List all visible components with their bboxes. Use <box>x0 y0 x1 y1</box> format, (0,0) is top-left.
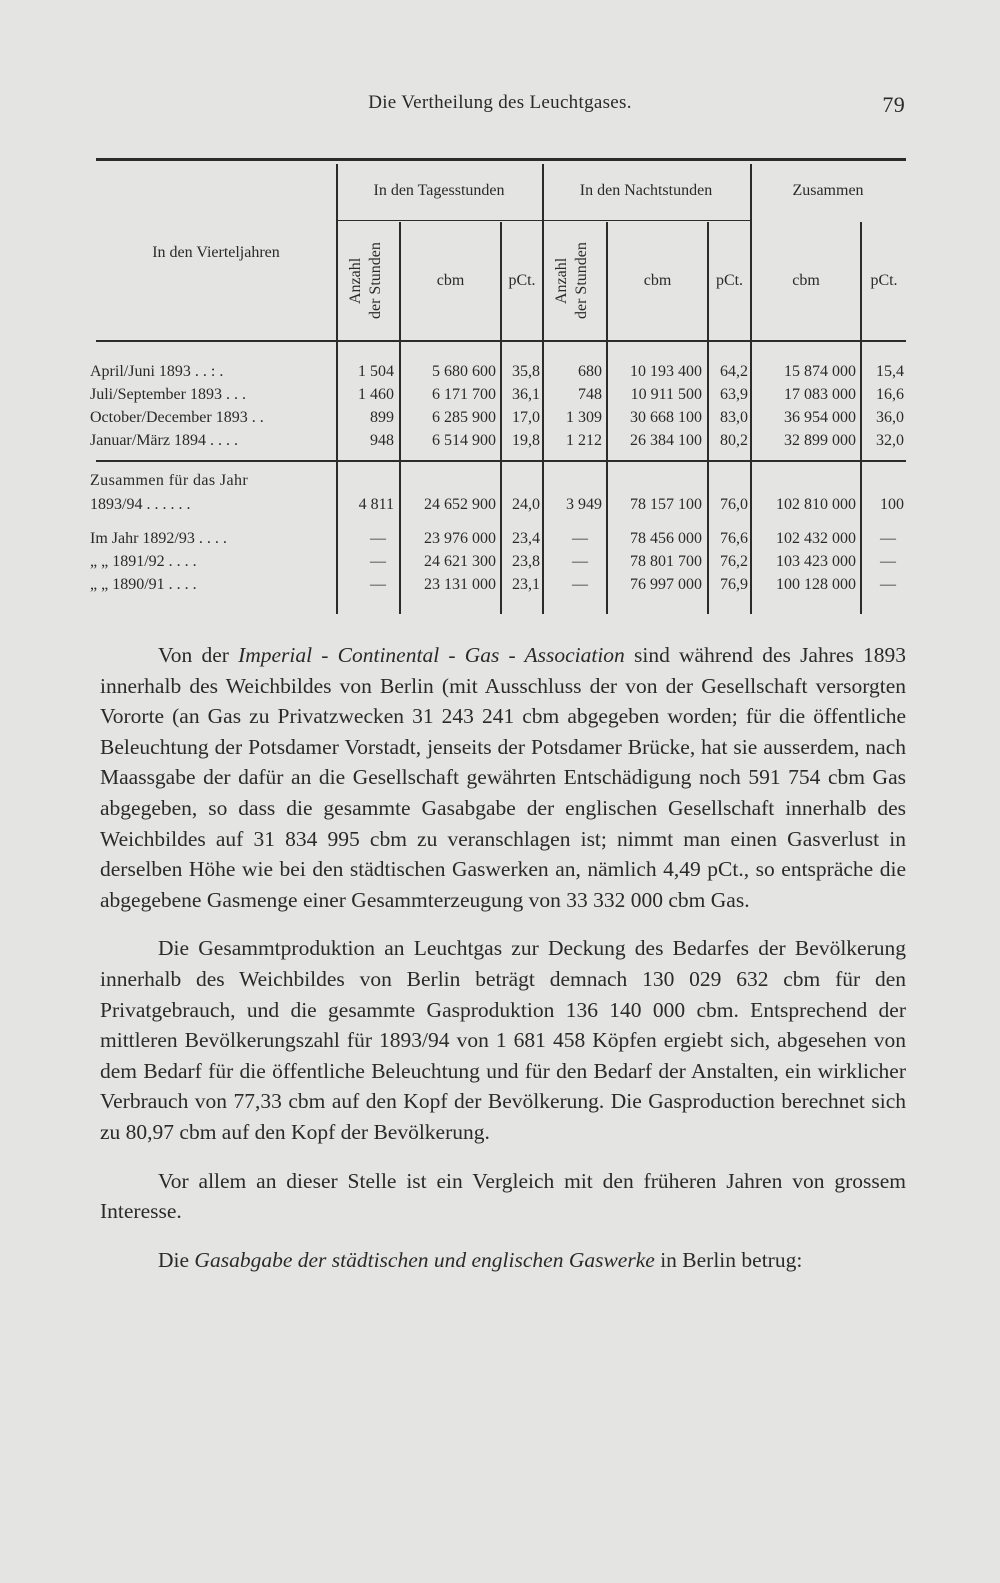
row-label: Juli/September 1893 . . . <box>90 386 246 403</box>
cell-cbm-night: 78 801 700 <box>630 553 702 570</box>
row-label: Januar/März 1894 . . . . <box>90 432 238 449</box>
cell-pct-total: — <box>880 530 896 547</box>
cbm-header: cbm <box>436 272 465 289</box>
cell-cbm-day: 5 680 600 <box>432 363 496 380</box>
cell-cbm-day: 23 976 000 <box>424 530 496 547</box>
cell-cbm-night: 10 193 400 <box>630 363 702 380</box>
cell-pct-day: 23,8 <box>512 553 540 570</box>
cell-pct-night: 64,2 <box>720 363 748 380</box>
cell-pct-day: 19,8 <box>512 432 540 449</box>
cell-hours-day: 899 <box>370 409 394 426</box>
cell-cbm-night: 76 997 000 <box>630 576 702 593</box>
pct-header: pCt. <box>870 272 898 289</box>
row-header: In den Vierteljahren <box>152 244 280 261</box>
group-underline <box>336 220 752 221</box>
cell-hours-day: 4 811 <box>358 496 394 513</box>
anzahl-header: Anzahl der Stunden <box>347 242 384 320</box>
cell-cbm-total: 17 083 000 <box>784 386 856 403</box>
paragraph: Die Gesammtproduktion an Leuchtgas zur Deckung des Bedarfes der Bevölkerung innerhalb des Weichbildes von Berlin beträgt demnach 130 029 632 cbm für den Privatgebrauch, und die gesammte Gasproduktion 136 140 000 cbm. Entsprechend der mittleren Bevölkerungszahl für 1893/94 von 1 681 458 Köpfen ergiebt sich, abgesehen von dem Bedarf für die öffentliche Beleuchtung und für den Bedarf der Anstalten, ein wirklicher Verbrauch von 77,33 cbm auf den Kopf der Bevölkerung. Die Gasproduction berechnet sich zu 80,97 cbm auf den Kopf der Bevölkerung. <box>100 936 906 1144</box>
emphasis: Imperial - Continental - Gas - Association <box>238 643 625 667</box>
cell-hours-night: 1 309 <box>566 409 602 426</box>
cell-pct-day: 36,1 <box>512 386 540 403</box>
group-header-day: In den Tagesstunden <box>373 182 505 199</box>
cell-cbm-total: 15 874 000 <box>784 363 856 380</box>
cell-cbm-day: 23 131 000 <box>424 576 496 593</box>
cell-cbm-day: 6 171 700 <box>432 386 496 403</box>
cbm-header: cbm <box>792 272 820 289</box>
table-row <box>90 576 908 598</box>
pct-header: pCt. <box>508 272 536 289</box>
table-total-row <box>90 472 908 518</box>
cell-pct-night: 76,6 <box>720 530 748 547</box>
cell-hours-night: 1 212 <box>566 432 602 449</box>
cell-cbm-total: 36 954 000 <box>784 409 856 426</box>
cell-pct-day: 24,0 <box>512 496 540 513</box>
cell-hours-day: — <box>370 553 386 570</box>
body-text <box>100 640 906 1293</box>
cell-cbm-total: 102 432 000 <box>776 530 856 547</box>
total-label-line1: Zusammen für das Jahr <box>90 472 249 489</box>
emphasis: Gasabgabe der städtischen und englischen Gaswerke <box>194 1247 655 1272</box>
cell-pct-night: 80,2 <box>720 432 748 449</box>
table-row <box>90 363 908 385</box>
cell-hours-day: 948 <box>370 432 394 449</box>
table-row <box>90 530 908 552</box>
cell-cbm-day: 24 652 900 <box>424 496 496 513</box>
cell-pct-day: 35,8 <box>512 363 540 380</box>
table-row <box>90 553 908 575</box>
cell-cbm-day: 6 285 900 <box>432 409 496 426</box>
cell-cbm-total: 102 810 000 <box>776 496 856 513</box>
cell-cbm-night: 78 456 000 <box>630 530 702 547</box>
table-row <box>90 409 908 431</box>
cell-pct-total: 100 <box>880 496 904 513</box>
cell-cbm-total: 103 423 000 <box>776 553 856 570</box>
table-top-rule <box>96 158 906 161</box>
cell-hours-night: — <box>572 530 588 547</box>
cell-pct-day: 23,1 <box>512 576 540 593</box>
cell-pct-night: 76,9 <box>720 576 748 593</box>
cell-pct-night: 83,0 <box>720 409 748 426</box>
cell-hours-day: 1 460 <box>358 386 394 403</box>
pct-header: pCt. <box>715 272 744 289</box>
cell-cbm-day: 24 621 300 <box>424 553 496 570</box>
row-label: April/Juni 1893 . . : . <box>90 363 224 380</box>
cell-pct-total: — <box>880 553 896 570</box>
cell-pct-total: — <box>880 576 896 593</box>
paragraph: Vor allem an dieser Stelle ist ein Vergleich mit den früheren Jahren von grossem Interesse. <box>100 1168 906 1224</box>
row-label: „ „ 1890/91 . . . . <box>90 576 197 593</box>
cell-cbm-night: 26 384 100 <box>630 432 702 449</box>
cell-hours-night: 680 <box>578 363 602 380</box>
cell-hours-day: — <box>370 576 386 593</box>
cell-cbm-total: 32 899 000 <box>784 432 856 449</box>
cell-pct-night: 76,2 <box>720 553 748 570</box>
running-title: Die Vertheilung des Leuchtgases. <box>368 92 632 113</box>
cell-cbm-night: 10 911 500 <box>630 386 702 403</box>
cell-hours-night: — <box>572 576 588 593</box>
group-header-night: In den Nachtstunden <box>579 182 713 199</box>
page-number: 79 <box>882 92 905 117</box>
cell-pct-day: 17,0 <box>512 409 540 426</box>
cell-cbm-total: 100 128 000 <box>776 576 856 593</box>
gas-distribution-table <box>90 158 908 618</box>
cell-pct-total: 36,0 <box>876 409 904 426</box>
cell-cbm-night: 30 668 100 <box>630 409 702 426</box>
cell-pct-night: 76,0 <box>720 496 748 513</box>
cell-cbm-day: 6 514 900 <box>432 432 496 449</box>
paragraph: Von der Imperial - Continental - Gas - Association sind während des Jahres 1893 innerhalb des Weichbildes von Berlin (mit Ausschluss der von der Gesellschaft versorgten Vororte (an Gas zu Privatzwecken 31 243 241 cbm abgegeben worden; für die öffentliche Beleuchtung der Potsdamer Vorstadt, jenseits der Potsdamer Brücke, hat sie ausserdem, nach Maassgabe der dafür an die Gesellschaft gewährten Entschädigung noch 591 754 cbm Gas abgegeben, so dass die gesammte Gasabgabe der englischen Gesellschaft innerhalb des Weichbildes auf 31 834 995 cbm zu veranschlagen ist; nimmt man einen Gasverlust in derselben Höhe wie bei den städtischen Gaswerken an, nämlich 4,49 pCt., so entspräche die abgegebene Gasmenge einer Gesammterzeugung von 33 332 000 cbm Gas. <box>100 643 906 912</box>
table-row <box>90 432 908 454</box>
anzahl-header: Anzahl der Stunden <box>553 242 590 320</box>
cell-hours-night: — <box>572 553 588 570</box>
cell-pct-total: 32,0 <box>876 432 904 449</box>
cell-pct-night: 63,9 <box>720 386 748 403</box>
cell-hours-night: 3 949 <box>566 496 602 513</box>
cbm-header: cbm <box>643 272 672 289</box>
row-label: Im Jahr 1892/93 . . . . <box>90 530 227 547</box>
cell-pct-day: 23,4 <box>512 530 540 547</box>
cell-pct-total: 15,4 <box>876 363 904 380</box>
total-label-line2: 1893/94 . . . . . . <box>90 496 191 513</box>
group-header-total: Zusammen <box>792 182 864 199</box>
cell-hours-day: 1 504 <box>358 363 394 380</box>
cell-pct-total: 16,6 <box>876 386 904 403</box>
cell-hours-day: — <box>370 530 386 547</box>
cell-cbm-night: 78 157 100 <box>630 496 702 513</box>
row-label: October/December 1893 . . <box>90 409 264 426</box>
paragraph: Die Gasabgabe der städtischen und englischen Gaswerke in Berlin betrug: <box>158 1247 803 1272</box>
row-label: „ „ 1891/92 . . . . <box>90 553 197 570</box>
table-row <box>90 386 908 408</box>
cell-hours-night: 748 <box>578 386 602 403</box>
